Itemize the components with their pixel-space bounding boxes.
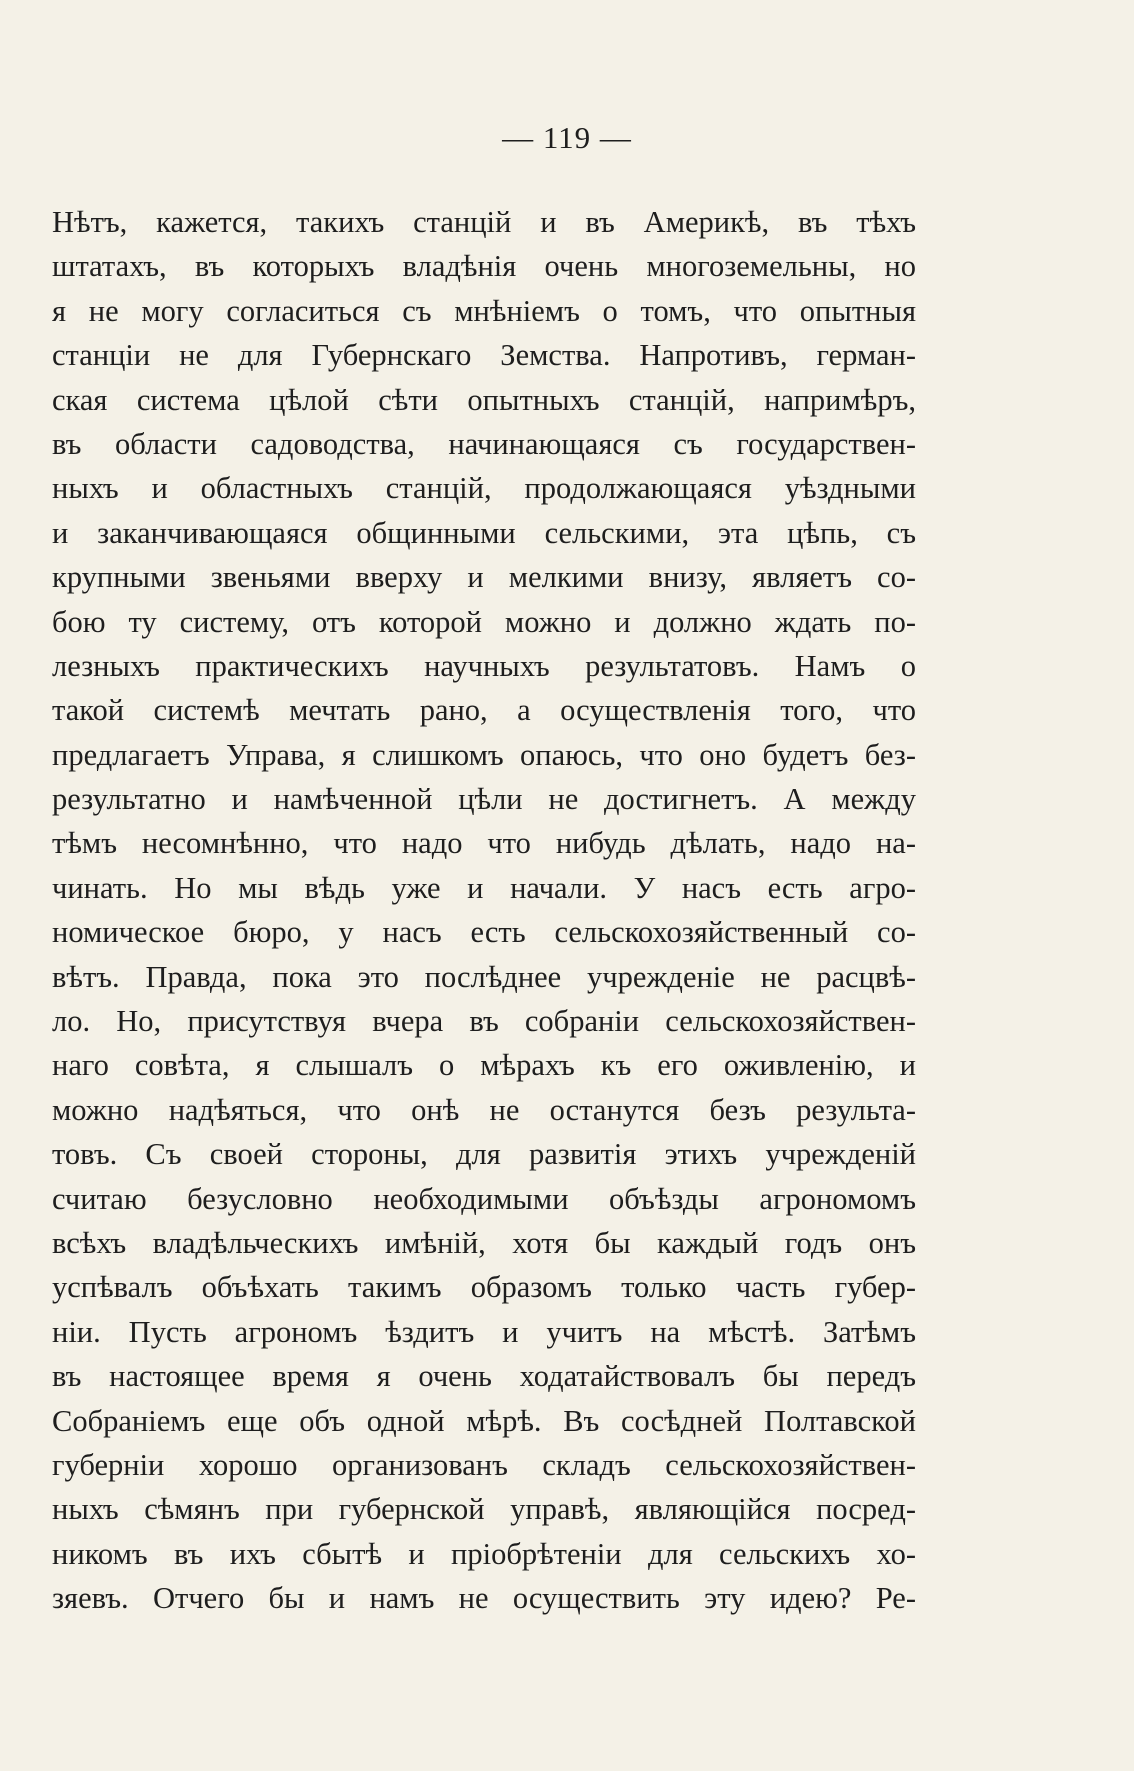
text-line: результатно и намѣченной цѣли не достигнетъ. А между [52, 782, 916, 817]
text-line: ло. Но, присутствуя вчера въ собраніи сельскохозяйствен- [52, 1004, 916, 1039]
page-number: — 119 — [502, 120, 632, 155]
text-line: товъ. Съ своей стороны, для развитія этихъ учрежденій [52, 1137, 916, 1172]
text-line: предлагаетъ Управа, я слишкомъ опаюсь, что оно будетъ без- [52, 737, 916, 772]
text-line: крупными звеньями вверху и мелкими внизу, являетъ со- [52, 560, 916, 595]
text-line: считаю безусловно необходимыми объѣзды агрономомъ [52, 1181, 916, 1216]
text-line: зяевъ. Отчего бы и намъ не осуществить эту идею? Ре- [52, 1581, 916, 1616]
text-line: и заканчивающаяся общинными сельскими, эта цѣпь, съ [52, 515, 916, 550]
text-line: всѣхъ владѣльческихъ имѣній, хотя бы каждый годъ онъ [52, 1225, 916, 1260]
text-line: вѣтъ. Правда, пока это послѣднее учрежденіе не расцвѣ- [52, 959, 916, 994]
text-line: я не могу согласиться съ мнѣніемъ о томъ, что опытныя [52, 293, 916, 328]
text-line: губерніи хорошо организованъ складъ сельскохозяйствен- [52, 1447, 916, 1482]
text-line: можно надѣяться, что онѣ не останутся безъ результа- [52, 1092, 916, 1127]
text-line: лезныхъ практическихъ научныхъ результатовъ. Намъ о [52, 648, 916, 683]
text-line: штатахъ, въ которыхъ владѣнія очень многоземельны, но [52, 249, 916, 284]
text-line: ныхъ и областныхъ станцій, продолжающаяся уѣздными [52, 471, 916, 506]
text-line: Нѣтъ, кажется, такихъ станцій и въ Америкѣ, въ тѣхъ [52, 205, 916, 239]
text-line: станціи не для Губернскаго Земства. Напротивъ, герман- [52, 338, 916, 373]
text-line: такой системѣ мечтать рано, а осуществленія того, что [52, 693, 916, 728]
text-line: никомъ въ ихъ сбытѣ и пріобрѣтеніи для сельскихъ хо- [52, 1536, 916, 1571]
text-line: наго совѣта, я слышалъ о мѣрахъ къ его оживленію, и [52, 1048, 916, 1083]
text-line: номическое бюро, у насъ есть сельскохозяйственный со- [52, 915, 916, 950]
text-line: ская система цѣлой сѣти опытныхъ станцій, напримѣръ, [52, 382, 916, 417]
text-line: бою ту систему, отъ которой можно и должно ждать по- [52, 604, 916, 639]
text-line: ніи. Пусть агрономъ ѣздитъ и учитъ на мѣстѣ. Затѣмъ [52, 1314, 916, 1349]
text-line: чинать. Но мы вѣдь уже и начали. У насъ есть агро- [52, 870, 916, 905]
text-line: ныхъ сѣмянъ при губернской управѣ, являющійся посред- [52, 1492, 916, 1527]
text-line: въ настоящее время я очень ходатайствовалъ бы передъ [52, 1359, 916, 1394]
text-line: въ области садоводства, начинающаяся съ государствен- [52, 426, 916, 461]
text-line: успѣвалъ объѣхать такимъ образомъ только часть губер- [52, 1270, 916, 1305]
body-text [52, 200, 916, 1621]
text-line: Собраніемъ еще объ одной мѣрѣ. Въ сосѣдней Полтавской [52, 1403, 916, 1438]
text-line: тѣмъ несомнѣнно, что надо что нибудь дѣлать, надо на- [52, 826, 916, 861]
